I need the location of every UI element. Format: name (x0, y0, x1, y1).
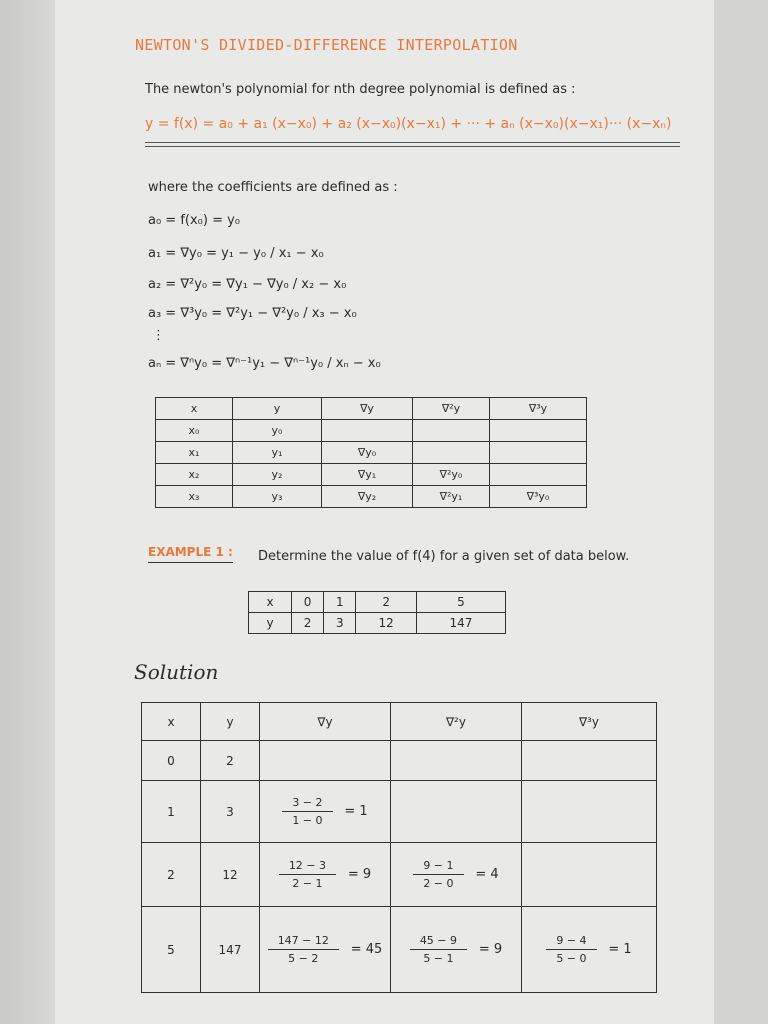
result: = 45 (350, 942, 383, 957)
cell: 5 (416, 592, 505, 613)
cell (413, 420, 490, 442)
table-row (156, 420, 587, 442)
cell: y₀ (233, 420, 322, 442)
cell-empty (260, 741, 391, 781)
cell-empty (391, 741, 522, 781)
cell-empty (522, 741, 657, 781)
cell: ∇y₂ (322, 486, 413, 508)
table-row (249, 613, 506, 634)
fraction (546, 934, 596, 965)
cell-second-difference (391, 843, 522, 907)
cell: 3 (324, 613, 356, 634)
numerator: 3 − 2 (282, 796, 332, 812)
formula-underline (145, 142, 680, 147)
coefficient-line: a₀ = f(x₀) = y₀ (148, 213, 241, 228)
cell-third-difference (522, 907, 657, 993)
cell: 12 (356, 613, 417, 634)
cell: x₁ (156, 442, 233, 464)
result-value: 4 (490, 867, 499, 882)
cell (413, 442, 490, 464)
fraction (410, 934, 467, 965)
cell: 0 (292, 592, 324, 613)
cell: y₂ (233, 464, 322, 486)
solution-heading: Solution (134, 660, 219, 684)
result-value: 1 (623, 942, 632, 957)
cell: ∇y₁ (322, 464, 413, 486)
fraction (279, 859, 336, 890)
numerator: 45 − 9 (410, 934, 467, 950)
cell-first-difference (260, 907, 391, 993)
result-value: 9 (493, 942, 503, 957)
cell: ∇²y₁ (413, 486, 490, 508)
example-label: EXAMPLE 1 : (148, 545, 233, 563)
cell-x-label: x (249, 592, 292, 613)
numerator: 9 − 4 (546, 934, 596, 950)
header-cell: ∇²y (413, 398, 490, 420)
cell-x: 5 (142, 907, 201, 993)
result: = 9 (347, 867, 372, 882)
denominator: 5 − 2 (288, 952, 319, 965)
cell-x: 2 (142, 843, 201, 907)
table-row (156, 442, 587, 464)
coefficient-line: aₙ = ∇ⁿy₀ = ∇ⁿ⁻¹y₁ − ∇ⁿ⁻¹y₀ / xₙ − x₀ (148, 356, 381, 371)
cell (490, 464, 587, 486)
fraction (282, 796, 332, 827)
result: = 4 (475, 867, 499, 882)
general-difference-table (155, 397, 587, 508)
numerator: 147 − 12 (268, 934, 339, 950)
table-header-row (142, 703, 657, 741)
solution-table (141, 702, 657, 993)
denominator: 5 − 0 (556, 952, 587, 965)
table-row (142, 843, 657, 907)
coefficient-line: a₁ = ∇y₀ = y₁ − y₀ / x₁ − x₀ (148, 246, 324, 261)
cell: 2 (356, 592, 417, 613)
cell: 147 (416, 613, 505, 634)
cell-y: 147 (201, 907, 260, 993)
newton-formula: y = f(x) = a₀ + a₁ (x−x₀) + a₂ (x−x₀)(x−x₁) + ··· + aₙ (x−x₀)(x−x₁)··· (x−xₙ) (145, 116, 672, 132)
where-text: where the coefficients are defined as : (148, 180, 398, 195)
denominator: 5 − 1 (423, 952, 454, 965)
header-cell: ∇³y (490, 398, 587, 420)
header-cell: y (233, 398, 322, 420)
cell: y₃ (233, 486, 322, 508)
cell: 2 (292, 613, 324, 634)
cell: 1 (324, 592, 356, 613)
cell-first-difference (260, 843, 391, 907)
cell (322, 420, 413, 442)
table-header-row (156, 398, 587, 420)
cell: ∇y₀ (322, 442, 413, 464)
example-data-table (248, 591, 506, 634)
cell (490, 420, 587, 442)
cell-y: 3 (201, 781, 260, 843)
table-row (249, 592, 506, 613)
cell: ∇²y₀ (413, 464, 490, 486)
cell-first-difference (260, 781, 391, 843)
denominator: 2 − 0 (423, 877, 454, 890)
table-row (142, 781, 657, 843)
cell-empty (522, 781, 657, 843)
coefficient-line: a₂ = ∇²y₀ = ∇y₁ − ∇y₀ / x₂ − x₀ (148, 277, 347, 292)
result-value: 1 (359, 804, 368, 819)
cell: ∇³y₀ (490, 486, 587, 508)
cell-x: 0 (142, 741, 201, 781)
result: = 1 (608, 942, 632, 957)
cell-y-label: y (249, 613, 292, 634)
header-cell: x (156, 398, 233, 420)
cell: x₃ (156, 486, 233, 508)
cell (490, 442, 587, 464)
numerator: 12 − 3 (279, 859, 336, 875)
coefficient-line: a₃ = ∇³y₀ = ∇²y₁ − ∇²y₀ / x₃ − x₀ (148, 306, 357, 321)
page-title: NEWTON'S DIVIDED-DIFFERENCE INTERPOLATION (135, 36, 518, 54)
cell-x: 1 (142, 781, 201, 843)
example-text: Determine the value of f(4) for a given set of data below. (258, 549, 630, 564)
header-cell: x (142, 703, 201, 741)
fraction (268, 934, 339, 965)
cell-y: 2 (201, 741, 260, 781)
cell: x₂ (156, 464, 233, 486)
cell-empty (391, 781, 522, 843)
result-value: 9 (362, 867, 372, 882)
numerator: 9 − 1 (413, 859, 463, 875)
header-cell: ∇y (322, 398, 413, 420)
table-row (142, 741, 657, 781)
result-value: 45 (365, 942, 383, 957)
cell-second-difference (391, 907, 522, 993)
table-row (156, 486, 587, 508)
header-cell: ∇y (260, 703, 391, 741)
denominator: 2 − 1 (292, 877, 323, 890)
cell: y₁ (233, 442, 322, 464)
header-cell: ∇²y (391, 703, 522, 741)
result: = 9 (478, 942, 503, 957)
header-cell: y (201, 703, 260, 741)
header-cell: ∇³y (522, 703, 657, 741)
table-row (142, 907, 657, 993)
intro-text: The newton's polynomial for nth degree polynomial is defined as : (145, 82, 576, 97)
denominator: 1 − 0 (292, 814, 323, 827)
cell-y: 12 (201, 843, 260, 907)
cell-empty (522, 843, 657, 907)
table-row (156, 464, 587, 486)
result: = 1 (344, 804, 368, 819)
fraction (413, 859, 463, 890)
coefficient-ellipsis: ⋮ (152, 328, 165, 343)
background-left (0, 0, 55, 1024)
cell: x₀ (156, 420, 233, 442)
background-right (714, 0, 768, 1024)
